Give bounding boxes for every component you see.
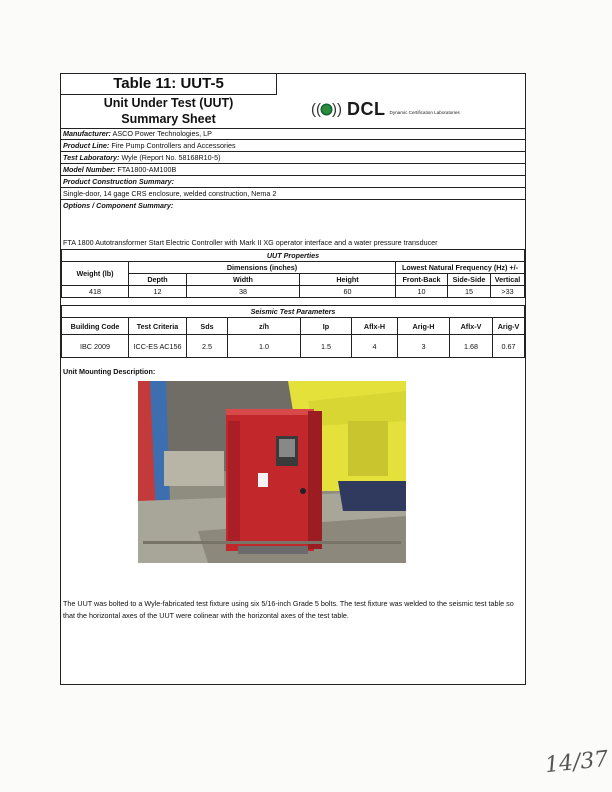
weight-value: 418 xyxy=(62,286,129,298)
page-number-handwritten: 14/37 xyxy=(543,746,610,779)
test-lab-label: Test Laboratory: xyxy=(63,153,120,162)
sheet-header xyxy=(61,74,525,129)
product-line-label: Product Line: xyxy=(63,141,110,150)
col-arig-v: Arig-V xyxy=(493,318,525,335)
uut-photo xyxy=(138,381,406,563)
signal-waves-icon: (( xyxy=(311,100,321,118)
width-value: 38 xyxy=(187,286,300,298)
model-label: Model Number: xyxy=(63,165,116,174)
arig-v-value: 0.67 xyxy=(493,335,525,358)
seismic-title: Seismic Test Parameters xyxy=(62,306,525,318)
col-ip: Ip xyxy=(301,318,352,335)
col-arig-h: Arig-H xyxy=(398,318,450,335)
arig-h-value: 3 xyxy=(398,335,450,358)
front-back-value: 10 xyxy=(396,286,448,298)
col-side-side: Side-Side xyxy=(448,274,491,286)
table-title: Table 11: UUT-5 xyxy=(61,74,277,95)
ip-value: 1.5 xyxy=(301,335,352,358)
depth-value: 12 xyxy=(129,286,187,298)
col-zh: z/h xyxy=(228,318,301,335)
product-line-row xyxy=(61,140,525,152)
side-side-value: 15 xyxy=(448,286,491,298)
aflx-h-value: 4 xyxy=(352,335,398,358)
col-height: Height xyxy=(300,274,396,286)
height-value: 60 xyxy=(300,286,396,298)
building-code-value: IBC 2009 xyxy=(62,335,129,358)
uut-properties-table xyxy=(61,249,525,298)
logo-tagline: Dynamic Certification Laboratories xyxy=(389,110,460,115)
options-row xyxy=(61,237,525,249)
sds-value: 2.5 xyxy=(187,335,228,358)
test-lab-value: Wyle (Report No. 58168R10-5) xyxy=(121,153,221,162)
sheet-subtitle xyxy=(61,95,276,127)
dimensions-header: Dimensions (inches) xyxy=(129,262,396,274)
frequency-header: Lowest Natural Frequency (Hz) +/- xyxy=(396,262,525,274)
manufacturer-row xyxy=(61,128,525,140)
test-criteria-value: ICC-ES AC156 xyxy=(129,335,187,358)
col-aflx-h: Aflx-H xyxy=(352,318,398,335)
model-row xyxy=(61,164,525,176)
options-label-row xyxy=(61,200,525,212)
construction-label-row xyxy=(61,176,525,188)
logo-text: DCL xyxy=(347,98,386,119)
construction-label: Product Construction Summary: xyxy=(63,177,175,186)
options-value: FTA 1800 Autotransformer Start Electric Controller with Mark II XG operator interface and a water pressure transducer xyxy=(63,238,438,247)
mounting-label-row xyxy=(61,366,525,377)
col-vertical: Vertical xyxy=(491,274,525,286)
model-value: FTA1800-AM100B xyxy=(117,165,177,174)
properties-title: UUT Properties xyxy=(62,250,525,262)
col-building-code: Building Code xyxy=(62,318,129,335)
vertical-value: >33 xyxy=(491,286,525,298)
col-front-back: Front-Back xyxy=(396,274,448,286)
signal-waves-right-icon: )) xyxy=(332,100,342,118)
zh-value: 1.0 xyxy=(228,335,301,358)
col-aflx-v: Aflx-V xyxy=(450,318,493,335)
construction-value: Single-door, 14 gage CRS enclosure, welded construction, Nema 2 xyxy=(63,189,277,198)
dcl-logo xyxy=(311,98,460,120)
col-width: Width xyxy=(187,274,300,286)
col-sds: Sds xyxy=(187,318,228,335)
aflx-v-value: 1.68 xyxy=(450,335,493,358)
summary-sheet xyxy=(60,73,526,685)
subtitle-line-1: Unit Under Test (UUT) xyxy=(103,96,234,110)
construction-row xyxy=(61,188,525,200)
weight-header: Weight (lb) xyxy=(62,262,129,286)
uut-photo-drawing xyxy=(138,381,406,563)
green-dot-icon xyxy=(322,105,331,114)
col-test-criteria: Test Criteria xyxy=(129,318,187,335)
mounting-description: The UUT was bolted to a Wyle-fabricated test fixture using six 5/16-inch Grade 5 bolts. The test fixture was welded to the seismic test table so that the horizontal axes of the UUT were colinear with the horizontal axes of the test table. xyxy=(63,599,514,620)
mounting-label: Unit Mounting Description: xyxy=(63,367,156,376)
options-label: Options / Component Summary: xyxy=(63,201,174,210)
col-depth: Depth xyxy=(129,274,187,286)
seismic-parameters-table xyxy=(61,305,525,358)
manufacturer-value: ASCO Power Technologies, LP xyxy=(112,129,212,138)
manufacturer-label: Manufacturer: xyxy=(63,129,111,138)
product-line-value: Fire Pump Controllers and Accessories xyxy=(111,141,236,150)
test-lab-row xyxy=(61,152,525,164)
subtitle-line-2: Summary Sheet xyxy=(121,112,216,126)
